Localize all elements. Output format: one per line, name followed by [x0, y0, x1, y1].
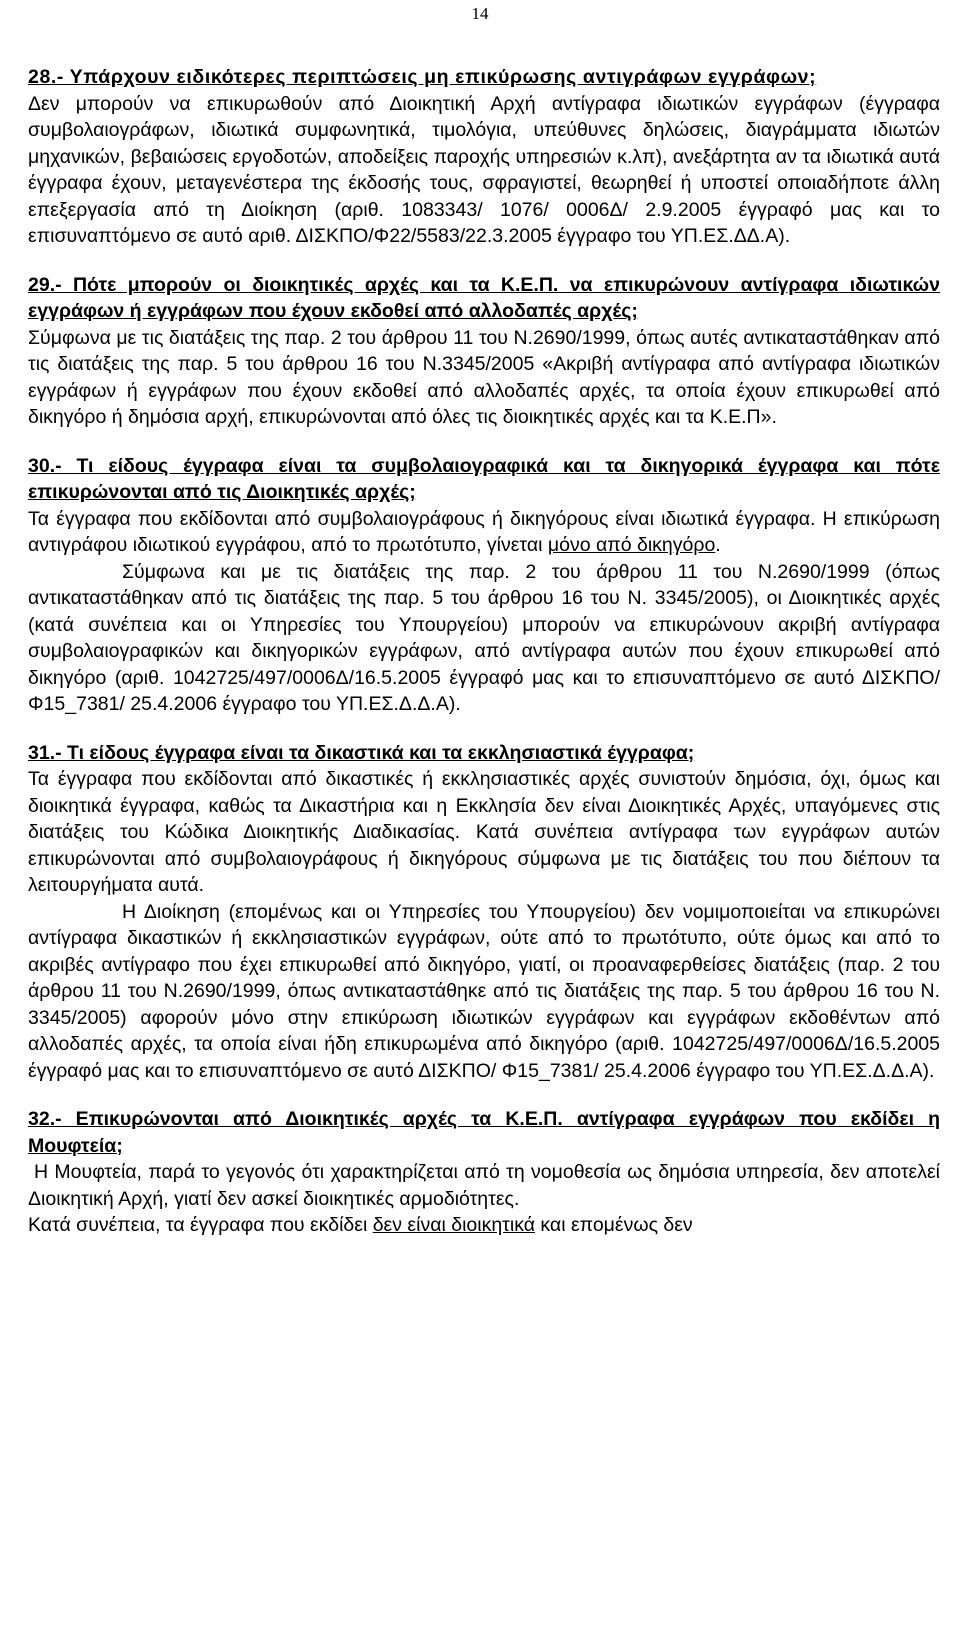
- underlined-phrase: μόνο από δικηγόρο: [547, 534, 716, 556]
- section-paragraph: Σύμφωνα και με τις διατάξεις της παρ. 2 του άρθρου 11 του Ν.2690/1999 (όπως αντικαταστάθηκαν από τις διατάξεις της παρ. 5 του άρθρου 16 του Ν. 3345/2005), οι Διοικητικές αρχές (κατά συνέπεια και οι Υπηρεσίες του Υπουργείου) μπορούν να επικυρώνουν ακριβή αντίγραφα συμβολαιογραφικών και δικηγορικών εγγράφων, από αντίγραφα αυτών που έχουν επικυρωθεί από δικηγόρο (αριθ. 1042725/497/0006Δ/16.5.2005 έγγραφό μας και το επισυναπτόμενο σε αυτό ΔΙΣΚΠΟ/ Φ15_7381/ 25.4.2006 έγγραφο του ΥΠ.ΕΣ.Δ.Δ.Α).: [28, 560, 940, 715]
- section-29: [28, 272, 940, 431]
- section-paragraph: Τα έγγραφα που εκδίδονται από δικαστικές ή εκκλησιαστικές αρχές συνιστούν δημόσια, όχι, όμως και διοικητικά έγγραφα, καθώς τα Δικαστήρια και η Εκκλησία δεν είναι Διοικητικές Αρχές, υπαγόμενες στις διατάξεις του Κώδικα Διοικητικής Διαδικασίας. Κατά συνέπεια αντίγραφα των εγγράφων αυτών επικυρώνονται από συμβολαιογράφους ή δικηγόρους σύμφωνα με τις διατάξεις του που διέπουν τα λειτουργήματα αυτά.: [28, 768, 940, 896]
- section-paragraph: Η Διοίκηση (επομένως και οι Υπηρεσίες του Υπουργείου) δεν νομιμοποιείται να επικυρώνει αντίγραφα δικαστικών ή εκκλησιαστικών εγγράφων, ούτε από το πρωτότυπο, ούτε όμως και από το ακριβές αντίγραφο που έχει επικυρωθεί από δικηγόρο, γιατί, οι προαναφερθείσες διατάξεις (παρ. 2 του άρθρου 11 του Ν.2690/1999, όπως αντικαταστάθηκε από τις διατάξεις της παρ. 5 του άρθρου 16 του Ν. 3345/2005) αφορούν μόνο στην επικύρωση ιδιωτικών εγγράφων και εγγράφων εκδοθέντων από αλλοδαπές αρχές, τα οποία είναι ήδη επικυρωμένα από δικηγόρο (αριθ. 1042725/497/0006Δ/16.5.2005 έγγραφό μας και το επισυναπτόμενο σε αυτό ΔΙΣΚΠΟ/ Φ15_7381/ 25.4.2006 έγγραφο του ΥΠ.ΕΣ.Δ.Δ.Α).: [28, 900, 940, 1082]
- section-31: [28, 740, 940, 1085]
- document-body: [28, 64, 940, 1261]
- section-32: [28, 1106, 940, 1239]
- underlined-phrase: δεν είναι διοικητικά: [372, 1214, 535, 1236]
- section-heading: 29.- Πότε μπορούν οι διοικητικές αρχές και τα Κ.Ε.Π. να επικυρώνουν αντίγραφα ιδιωτικών εγγράφων ή εγγράφων που έχουν εκδοθεί από αλλοδαπές αρχές;: [28, 273, 940, 322]
- section-28: [28, 64, 940, 250]
- paragraph-end: .: [715, 534, 721, 556]
- section-30: [28, 453, 940, 718]
- paragraph-text: Τα έγγραφα που εκδίδονται από συμβολαιογράφους ή δικηγόρους είναι ιδιωτικά έγγραφα. Η επικύρωση αντιγράφου ιδιωτικού εγγράφου, από το πρωτότυπο, γίνεται: [28, 507, 940, 556]
- section-paragraph: Σύμφωνα με τις διατάξεις της παρ. 2 του άρθρου 11 του Ν.2690/1999, όπως αυτές αντικαταστάθηκαν από τις διατάξεις της παρ. 5 του άρθρου 16 του Ν.3345/2005 «Ακριβή αντίγραφα από αντίγραφα ιδιωτικών εγγράφων ή εγγράφων που έχουν εκδοθεί από αλλοδαπές αρχές, τα οποία έχουν επικυρωθεί από δικηγόρο ή δημόσια αρχή, επικυρώνονται από όλες τις διοικητικές αρχές και τα Κ.Ε.Π».: [28, 326, 940, 428]
- section-heading: 30.- Τι είδους έγγραφα είναι τα συμβολαιογραφικά και τα δικηγορικά έγγραφα και πότε επικυρώνονται από τις Διοικητικές αρχές;: [28, 454, 940, 503]
- section-paragraph: [28, 506, 940, 559]
- section-heading: 32.- Επικυρώνονται από Διοικητικές αρχές τα Κ.Ε.Π. αντίγραφα εγγράφων που εκδίδει η Μουφτεία;: [28, 1108, 940, 1157]
- section-paragraph: Η Μουφτεία, παρά το γεγονός ότι χαρακτηρίζεται από τη νομοθεσία ως δημόσια υπηρεσία, δεν αποτελεί Διοικητική Αρχή, γιατί δεν ασκεί διοικητικές αρμοδιότητες.: [28, 1161, 940, 1210]
- section-heading: 31.- Τι είδους έγγραφα είναι τα δικαστικά και τα εκκλησιαστικά έγγραφα;: [28, 741, 695, 764]
- section-paragraph: [28, 1212, 940, 1239]
- section-paragraph: Δεν μπορούν να επικυρωθούν από Διοικητική Αρχή αντίγραφα ιδιωτικών εγγράφων (έγγραφα συμβολαιογράφων, ιδιωτικά συμφωνητικά, τιμολόγια, υπεύθυνες δηλώσεις, διαγράμματα ιδιωτών μηχανικών, βεβαιώσεις εργοδοτών, αποδείξεις παροχής υπηρεσιών κ.λπ), ανεξάρτητα αν τα ιδιωτικά αυτά έγγραφα έχουν, μεταγενέστερα της έκδοσής τους, σφραγιστεί, θεωρηθεί ή υποστεί οποιαδήποτε άλλη επεξεργασία από τη Διοίκηση (αριθ. 1083343/ 1076/ 0006Δ/ 2.9.2005 έγγραφό μας και το επισυναπτόμενο σε αυτό αριθ. ΔΙΣΚΠΟ/Φ22/5583/22.3.2005 έγγραφο του ΥΠ.ΕΣ.ΔΔ.Α).: [28, 92, 940, 247]
- paragraph-end: και επομένως δεν: [535, 1214, 693, 1236]
- section-heading: 28.- Υπάρχουν ειδικότερες περιπτώσεις μη επικύρωσης αντιγράφων εγγράφων;: [28, 66, 817, 88]
- page-number: 14: [471, 4, 489, 23]
- paragraph-text: Κατά συνέπεια, τα έγγραφα που εκδίδει: [28, 1214, 373, 1236]
